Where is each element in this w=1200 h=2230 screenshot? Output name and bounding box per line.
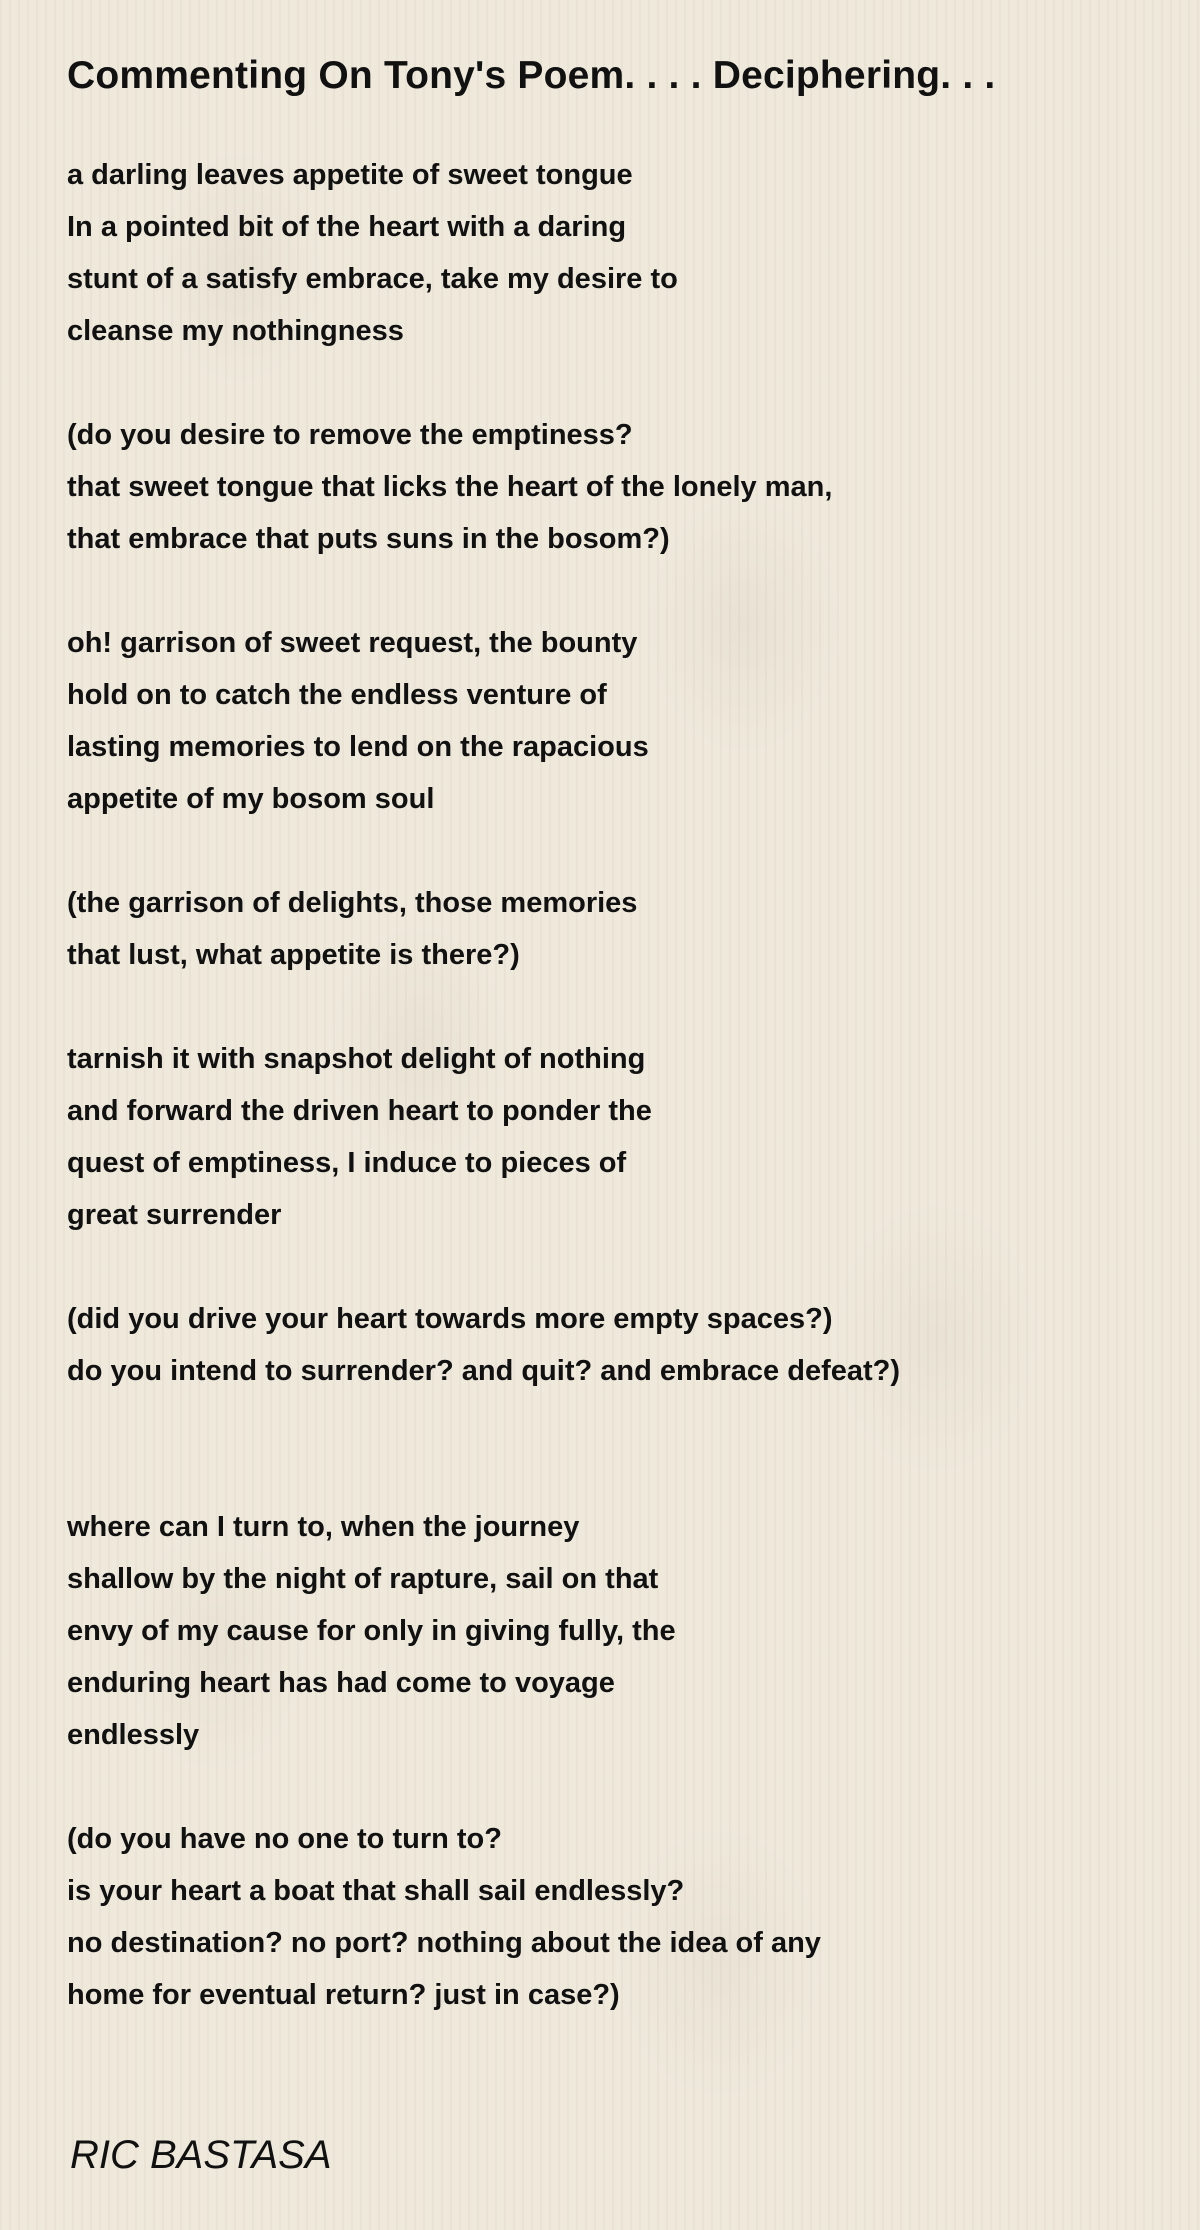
stanza-7 (67, 1501, 1157, 1761)
poem-line: envy of my cause for only in giving fully, the (67, 1615, 676, 1647)
stanza-5 (67, 1033, 1157, 1241)
poem-line: In a pointed bit of the heart with a daring (67, 211, 627, 243)
poem-line: shallow by the night of rapture, sail on that (67, 1563, 659, 1595)
poem-line: (do you have no one to turn to? (67, 1823, 502, 1855)
poem-author: RIC BASTASA (70, 2133, 332, 2177)
poem-line: hold on to catch the endless venture of (67, 679, 607, 711)
poem-line: that sweet tongue that licks the heart of the lonely man, (67, 471, 833, 503)
poem-line: oh! garrison of sweet request, the bounty (67, 627, 638, 659)
stanza-2 (67, 409, 1157, 565)
poem-line: cleanse my nothingness (67, 315, 404, 347)
poem-line: is your heart a boat that shall sail endlessly? (67, 1875, 685, 1907)
poem-line: where can I turn to, when the journey (67, 1511, 580, 1543)
poem-line: tarnish it with snapshot delight of nothing (67, 1043, 646, 1075)
poem-line: and forward the driven heart to ponder the (67, 1095, 652, 1127)
poem-line: enduring heart has had come to voyage (67, 1667, 615, 1699)
poem-line: quest of emptiness, I induce to pieces of (67, 1147, 627, 1179)
stanza-3 (67, 617, 1157, 825)
poem-line: (do you desire to remove the emptiness? (67, 419, 633, 451)
poem-line: that embrace that puts suns in the bosom?) (67, 523, 670, 555)
stanza-1 (67, 149, 1157, 357)
poem-title: Commenting On Tony's Poem. . . . Deciphering. . . (67, 54, 996, 97)
poem-line: (the garrison of delights, those memories (67, 887, 638, 919)
poem-line: no destination? no port? nothing about the idea of any (67, 1927, 821, 1959)
stanza-8 (67, 1813, 1157, 2021)
poem-line: stunt of a satisfy embrace, take my desire to (67, 263, 678, 295)
stanza-6 (67, 1293, 1157, 1397)
poem-line: great surrender (67, 1199, 282, 1231)
poem-body (67, 149, 1157, 2073)
poem-line: endlessly (67, 1719, 200, 1751)
poem-line: (did you drive your heart towards more empty spaces?) (67, 1303, 833, 1335)
poem-line: home for eventual return? just in case?) (67, 1979, 620, 2011)
poem-line: a darling leaves appetite of sweet tongue (67, 159, 633, 191)
poem-line: that lust, what appetite is there?) (67, 939, 520, 971)
poem-line: do you intend to surrender? and quit? and embrace defeat?) (67, 1355, 901, 1387)
poem-line: lasting memories to lend on the rapacious (67, 731, 649, 763)
poem-line: appetite of my bosom soul (67, 783, 435, 815)
stanza-4 (67, 877, 1157, 981)
